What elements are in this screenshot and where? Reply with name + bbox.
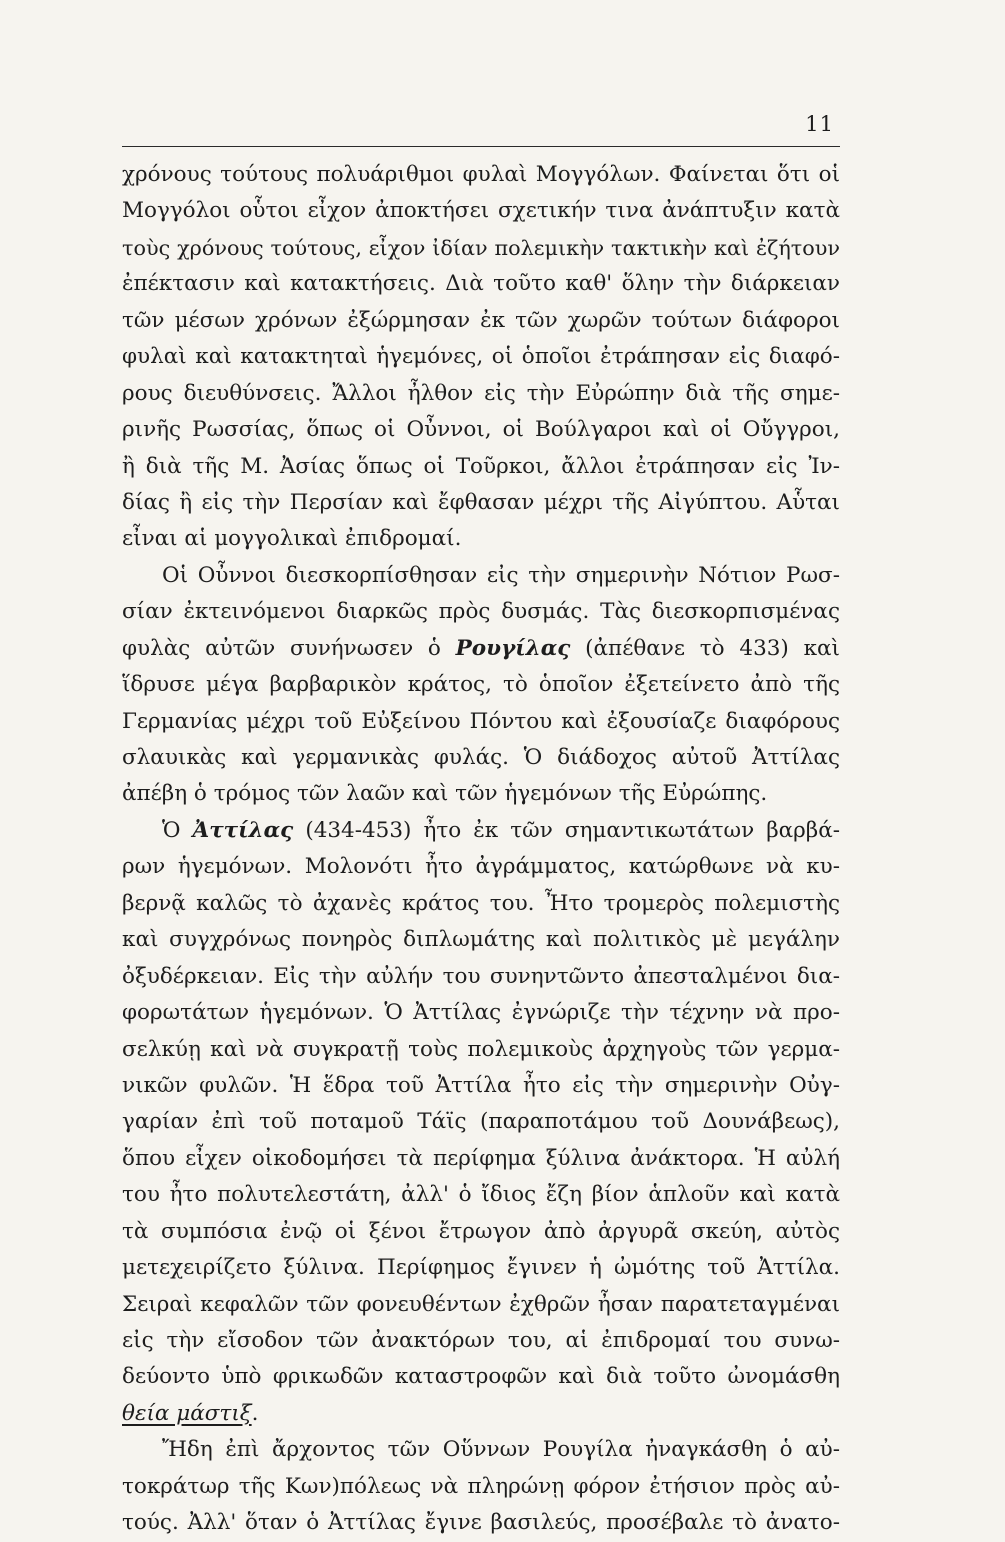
text-line: σίαν ἐκτεινόμενοι διαρκῶς πρὸς δυσμάς. Τὰς διεσκορπισμένας <box>122 599 840 625</box>
text-line: σελκύῃ καὶ νὰ συγκρατῇ τοὺς πολεμικοὺς ἀρχηγοὺς τῶν γερμα- <box>122 1036 840 1062</box>
text-run: . <box>251 1400 259 1426</box>
text-run: Ὁ <box>162 817 193 843</box>
text-line: καὶ συγχρόνως πονηρὸς διπλωμάτης καὶ πολιτικὸς μὲ μεγάλην <box>122 927 840 953</box>
text-line: φορωτάτων ἡγεμόνων. Ὁ Ἀττίλας ἐγνώριζε τὴν τέχνην νὰ προ- <box>122 1000 840 1026</box>
text-line: φυλαὶ καὶ κατακτηταὶ ἡγεμόνες, οἱ ὁποῖοι ἐτράπησαν εἰς διαφό- <box>122 344 840 370</box>
text-run: φυλὰς αὐτῶν συνήνωσεν ὁ <box>122 635 456 661</box>
text-line: τῶν μέσων χρόνων ἐξώρμησαν ἐκ τῶν χωρῶν τούτων διάφοροι <box>122 307 840 333</box>
text-line: Γερμανίας μέχρι τοῦ Εὐξείνου Πόντου καὶ ἐξουσίαζε διαφόρους <box>122 708 840 734</box>
text-line: ἀπέβη ὁ τρόμος τῶν λαῶν καὶ τῶν ἡγεμόνων τῆς Εὐρώπης. <box>122 781 768 807</box>
text-line: χρόνους τούτους πολυάριθμοι φυλαὶ Μογγόλων. Φαίνεται ὅτι οἱ <box>122 162 840 187</box>
text-line: ἐπέκτασιν καὶ κατακτήσεις. Διὰ τοῦτο καθ' ὅλην τὴν διάρκειαν <box>122 271 840 297</box>
text-line: τὰ συμπόσια ἐνῷ οἱ ξένοι ἔτρωγον ἀπὸ ἀργυρᾶ σκεύη, αὐτὸς <box>122 1218 840 1244</box>
text-line: μετεχειρίζετο ξύλινα. Περίφημος ἔγινεν ἡ ὠμότης τοῦ Ἀττίλα. <box>122 1255 840 1281</box>
text-line: ρων ἡγεμόνων. Μολονότι ἦτο ἀγράμματος, κατώρθωνε νὰ κυ- <box>122 854 840 880</box>
text-line <box>122 631 840 667</box>
text-line: ὅπου εἶχεν οἰκοδομήσει τὰ περίφημα ξύλινα ἀνάκτορα. Ἡ αὐλή <box>122 1145 840 1171</box>
text-line: βερνᾷ καλῶς τὸ ἀχανὲς κράτος του. Ἦτο τρομερὸς πολεμιστὴς <box>122 890 840 916</box>
underlined-phrase: θεία μάστιξ <box>122 1400 252 1426</box>
text-line: τούς. Ἀλλ' ὅταν ὁ Ἀττίλας ἔγινε βασιλεύς, προσέβαλε τὸ ἀνατο- <box>122 1510 840 1536</box>
text-line: ρους διευθύνσεις. Ἄλλοι ἦλθον εἰς τὴν Εὐρώπην διὰ τῆς σημε- <box>122 380 840 406</box>
text-line: τοκράτωρ τῆς Κων)πόλεως νὰ πληρώνῃ φόρον ἐτήσιον πρὸς αὐ- <box>122 1473 840 1499</box>
emphasized-name: Ἀττίλας <box>192 817 294 843</box>
text-line <box>122 1396 840 1432</box>
paragraph-start-line: Ἤδη ἐπὶ ἄρχοντος τῶν Οὕννων Ρουγίλα ἠναγκάσθη ὁ αὐ- <box>162 1437 840 1463</box>
text-line: εἶναι αἱ μογγολικαὶ ἐπιδρομαί. <box>122 526 462 552</box>
text-line: γαρίαν ἐπὶ τοῦ ποταμοῦ Τάϊς (παραποτάμου τοῦ Δουνάβεως), <box>122 1109 840 1135</box>
text-run: (434-453) ἦτο ἐκ τῶν σημαντικωτάτων βαρβά- <box>293 817 840 843</box>
text-line: ἢ διὰ τῆς Μ. Ἀσίας ὅπως οἱ Τοῦρκοι, ἄλλοι ἐτράπησαν εἰς Ἰν- <box>122 453 840 479</box>
text-line: δεύοντο ὑπὸ φρικωδῶν καταστροφῶν καὶ διὰ τοῦτο ὠνομάσθη <box>122 1364 840 1390</box>
emphasized-name: Ρουγίλας <box>455 635 571 661</box>
page-number: 11 <box>805 112 834 136</box>
text-line: ρινῆς Ρωσσίας, ὅπως οἱ Οὖννοι, οἱ Βούλγαροι καὶ οἱ Οὔγγροι, <box>122 417 840 443</box>
text-line: Μογγόλοι οὗτοι εἶχον ἀποκτήσει σχετικήν τινα ἀνάπτυξιν κατὰ <box>122 198 840 224</box>
paragraph-start-line <box>122 813 840 849</box>
page-header <box>122 112 840 147</box>
text-line: του ἦτο πολυτελεστάτη, ἀλλ' ὁ ἴδιος ἔζη βίον ἁπλοῦν καὶ κατὰ <box>122 1182 840 1208</box>
text-line: σλαυικὰς καὶ γερμανικὰς φυλάς. Ὁ διάδοχος αὐτοῦ Ἀττίλας <box>122 745 840 770</box>
text-line: ἵδρυσε μέγα βαρβαρικὸν κράτος, τὸ ὁποῖον ἐξετείνετο ἀπὸ τῆς <box>122 672 840 698</box>
text-line: τοὺς χρόνους τούτους, εἶχον ἰδίαν πολεμικὴν τακτικὴν καὶ ἐζήτουν <box>122 235 840 260</box>
text-run: (ἀπέθανε τὸ 433) καὶ <box>570 635 840 661</box>
paragraph-start-line: Οἱ Οὖννοι διεσκορπίσθησαν εἰς τὴν σημερινὴν Νότιον Ρωσ- <box>162 562 840 588</box>
text-line: δίας ἢ εἰς τὴν Περσίαν καὶ ἔφθασαν μέχρι τῆς Αἰγύπτου. Αὗται <box>122 489 840 515</box>
text-line: Σειραὶ κεφαλῶν τῶν φονευθέντων ἐχθρῶν ἦσαν παρατεταγμέναι <box>122 1291 840 1317</box>
text-line: ὀξυδέρκειαν. Εἰς τὴν αὐλήν του συνηντῶντο ἀπεσταλμένοι δια- <box>122 963 840 989</box>
text-line: νικῶν φυλῶν. Ἡ ἕδρα τοῦ Ἀττίλα ἦτο εἰς τὴν σημερινὴν Οὐγ- <box>122 1072 840 1098</box>
text-line: εἰς τὴν εἴσοδον τῶν ἀνακτόρων του, αἱ ἐπιδρομαί του συνω- <box>122 1328 840 1353</box>
body-text <box>122 157 840 1542</box>
